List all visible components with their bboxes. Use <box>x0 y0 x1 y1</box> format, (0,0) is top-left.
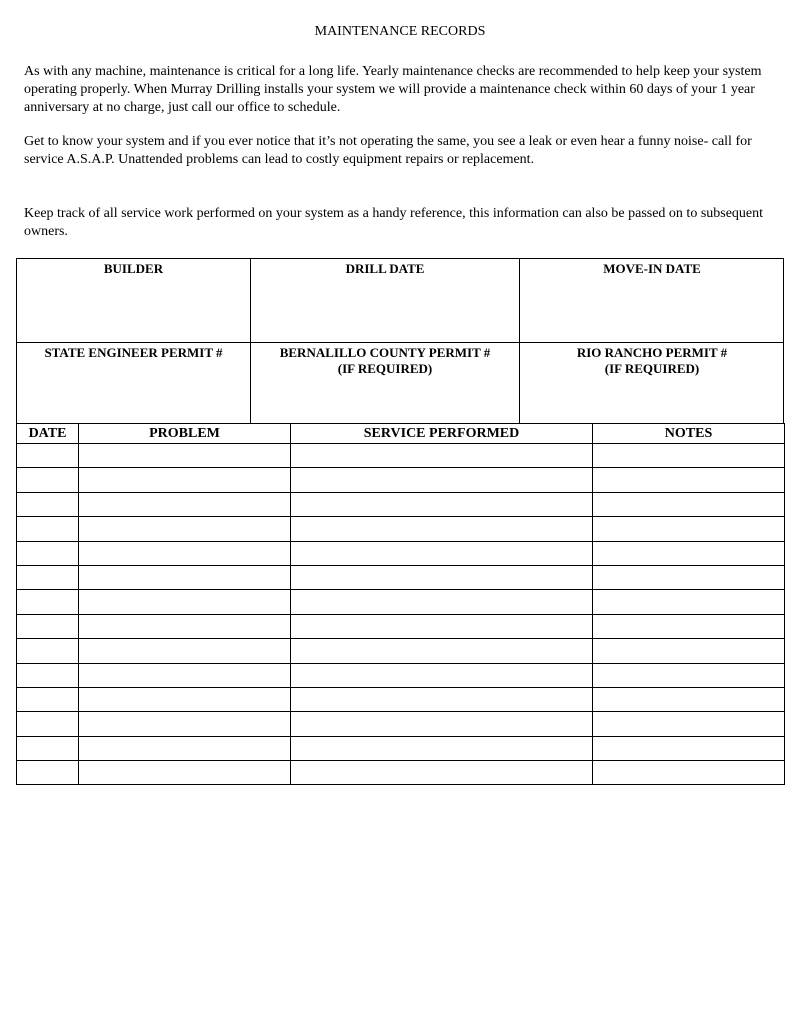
table-row <box>17 565 785 589</box>
service-performed-cell[interactable] <box>291 761 593 785</box>
date-cell[interactable] <box>17 444 79 468</box>
problem-cell[interactable] <box>79 468 291 492</box>
problem-cell[interactable] <box>79 663 291 687</box>
bernalillo-permit-title: BERNALILLO COUNTY PERMIT # <box>279 345 491 360</box>
problem-cell[interactable] <box>79 565 291 589</box>
move-in-date-label: MOVE-IN DATE <box>603 261 701 276</box>
date-cell[interactable] <box>17 761 79 785</box>
notes-cell[interactable] <box>593 663 785 687</box>
service-performed-cell[interactable] <box>291 639 593 663</box>
notes-cell[interactable] <box>593 590 785 614</box>
service-performed-cell[interactable] <box>291 712 593 736</box>
record-keeping-paragraph: Keep track of all service work performed on your system as a handy reference, this information can also be passed on to subsequent owners. <box>24 206 764 239</box>
rio-rancho-permit-title: RIO RANCHO PERMIT # <box>576 345 728 360</box>
table-row <box>17 468 785 492</box>
service-paragraph: Get to know your system and if you ever notice that it’s not operating the same, you see a leak or even hear a funny noise- call for service A.S.A.P. Unattended problems can lead to costly equipment repairs or replacement. <box>24 134 752 167</box>
date-column-header: DATE <box>17 424 79 444</box>
table-row <box>17 444 785 468</box>
problem-cell[interactable] <box>79 639 291 663</box>
notes-cell[interactable] <box>593 517 785 541</box>
table-row <box>17 736 785 760</box>
log-header-row <box>17 424 785 444</box>
problem-cell[interactable] <box>79 712 291 736</box>
state-engineer-permit-label: STATE ENGINEER PERMIT # <box>44 345 223 360</box>
service-performed-cell[interactable] <box>291 590 593 614</box>
service-performed-cell[interactable] <box>291 444 593 468</box>
notes-column-header: NOTES <box>593 424 785 444</box>
bernalillo-permit-note: (IF REQUIRED) <box>337 361 433 376</box>
notes-cell[interactable] <box>593 614 785 638</box>
problem-cell[interactable] <box>79 541 291 565</box>
date-cell[interactable] <box>17 468 79 492</box>
problem-column-header: PROBLEM <box>79 424 291 444</box>
date-cell[interactable] <box>17 639 79 663</box>
builder-label: BUILDER <box>103 261 164 276</box>
table-row <box>17 517 785 541</box>
table-row <box>17 590 785 614</box>
date-cell[interactable] <box>17 541 79 565</box>
problem-cell[interactable] <box>79 614 291 638</box>
service-performed-cell[interactable] <box>291 517 593 541</box>
service-performed-cell[interactable] <box>291 492 593 516</box>
notes-cell[interactable] <box>593 761 785 785</box>
page-title: MAINTENANCE RECORDS <box>314 24 486 39</box>
date-cell[interactable] <box>17 590 79 614</box>
notes-cell[interactable] <box>593 468 785 492</box>
service-performed-cell[interactable] <box>291 565 593 589</box>
service-performed-cell[interactable] <box>291 663 593 687</box>
service-performed-cell[interactable] <box>291 687 593 711</box>
rio-rancho-permit-note: (IF REQUIRED) <box>604 361 700 376</box>
table-row <box>17 663 785 687</box>
rio-rancho-permit-label <box>520 345 784 377</box>
service-performed-cell[interactable] <box>291 541 593 565</box>
date-cell[interactable] <box>17 517 79 541</box>
notes-cell[interactable] <box>593 492 785 516</box>
service-performed-cell[interactable] <box>291 614 593 638</box>
maintenance-log-table <box>16 423 785 785</box>
divider <box>17 342 783 343</box>
table-row <box>17 639 785 663</box>
divider <box>250 259 251 423</box>
table-row <box>17 541 785 565</box>
intro-paragraph: As with any machine, maintenance is critical for a long life. Yearly maintenance checks are recommended to help keep your system operating properly. When Murray Drilling installs your system we will provide a maintenance check within 60 days of your 1 year anniversary at no charge, just call our office to schedule. <box>24 64 762 115</box>
bernalillo-permit-label <box>251 345 519 377</box>
drill-date-label: DRILL DATE <box>345 261 425 276</box>
date-cell[interactable] <box>17 663 79 687</box>
notes-cell[interactable] <box>593 639 785 663</box>
table-row <box>17 687 785 711</box>
date-cell[interactable] <box>17 712 79 736</box>
service-performed-column-header: SERVICE PERFORMED <box>291 424 593 444</box>
date-cell[interactable] <box>17 492 79 516</box>
notes-cell[interactable] <box>593 736 785 760</box>
notes-cell[interactable] <box>593 687 785 711</box>
table-row <box>17 761 785 785</box>
problem-cell[interactable] <box>79 590 291 614</box>
problem-cell[interactable] <box>79 736 291 760</box>
service-performed-cell[interactable] <box>291 468 593 492</box>
problem-cell[interactable] <box>79 687 291 711</box>
date-cell[interactable] <box>17 687 79 711</box>
table-row <box>17 712 785 736</box>
problem-cell[interactable] <box>79 492 291 516</box>
table-row <box>17 492 785 516</box>
problem-cell[interactable] <box>79 761 291 785</box>
date-cell[interactable] <box>17 736 79 760</box>
table-row <box>17 614 785 638</box>
date-cell[interactable] <box>17 565 79 589</box>
service-performed-cell[interactable] <box>291 736 593 760</box>
system-info-table <box>16 258 784 424</box>
date-cell[interactable] <box>17 614 79 638</box>
notes-cell[interactable] <box>593 565 785 589</box>
divider <box>519 259 520 423</box>
notes-cell[interactable] <box>593 541 785 565</box>
problem-cell[interactable] <box>79 517 291 541</box>
notes-cell[interactable] <box>593 444 785 468</box>
notes-cell[interactable] <box>593 712 785 736</box>
problem-cell[interactable] <box>79 444 291 468</box>
